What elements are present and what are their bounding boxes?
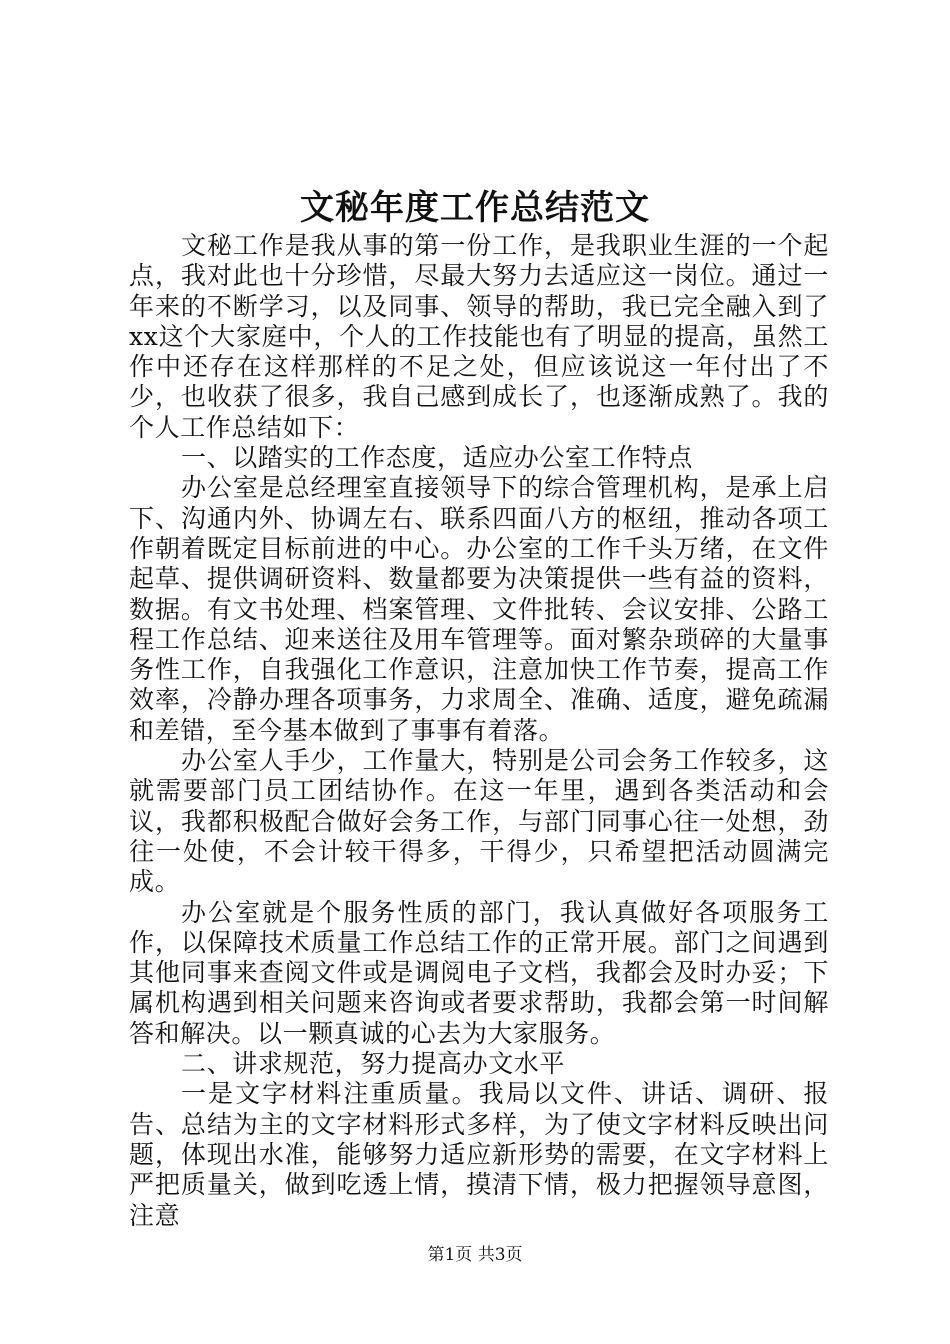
document-title: 文秘年度工作总结范文 bbox=[300, 188, 650, 228]
paragraph-office-overview: 办公室是总经理室直接领导下的综合管理机构，是承上启下、沟通内外、协调左右、联系四面八方的枢纽，推动各项工作朝着既定目标前进的中心。办公室的工作千头万绪，在文件起草、提供调研资料、数量都要为决策提供一些有益的资料，数据。有文书处理、档案管理、文件批转、会议安排、公路工程工作总结、迎来送往及用车管理等。面对繁杂琐碎的大量事务性工作，自我强化工作意识，注意加快工作节奏，提高工作效率，冷静办理各项事务，力求周全、准确、适度，避免疏漏和差错，至今基本做到了事事有着落。 bbox=[129, 473, 829, 745]
paragraph-service: 办公室就是个服务性质的部门，我认真做好各项服务工作，以保障技术质量工作总结工作的正常开展。部门之间遇到其他同事来查阅文件或是调阅电子文档，我都会及时办妥；下属机构遇到相关问题来咨询或者要求帮助，我都会第一时间解答和解决。以一颗真诚的心去为大家服务。 bbox=[129, 897, 829, 1048]
page-footer: 第1页 共3页 bbox=[427, 1245, 523, 1265]
paragraph-intro: 文秘工作是我从事的第一份工作，是我职业生涯的一个起点，我对此也十分珍惜，尽最大努力去适应这一岗位。通过一年来的不断学习，以及同事、领导的帮助，我已完全融入到了xx这个大家庭中，个人的工作技能也有了明显的提高，虽然工作中还存在这样那样的不足之处，但应该说这一年付出了不少，也收获了很多，我自己感到成长了，也逐渐成熟了。我的个人工作总结如下： bbox=[129, 231, 829, 442]
section-heading-1: 一、以踏实的工作态度，适应办公室工作特点 bbox=[181, 443, 694, 473]
section-heading-2: 二、讲求规范，努力提高办文水平 bbox=[181, 1049, 566, 1079]
document-body bbox=[129, 231, 829, 1231]
paragraph-writing-quality: 一是文字材料注重质量。我局以文件、讲话、调研、报告、总结为主的文字材料形式多样，为了使文字材料反映出问题，体现出水准，能够努力适应新形势的需要，在文字材料上严把质量关，做到吃透上情，摸清下情，极力把握领导意图，注意 bbox=[129, 1079, 829, 1230]
paragraph-teamwork: 办公室人手少，工作量大，特别是公司会务工作较多，这就需要部门员工团结协作。在这一年里，遇到各类活动和会议，我都积极配合做好会务工作，与部门同事心往一处想，劲往一处使，不会计较干得多，干得少，只希望把活动圆满完成。 bbox=[129, 746, 829, 897]
